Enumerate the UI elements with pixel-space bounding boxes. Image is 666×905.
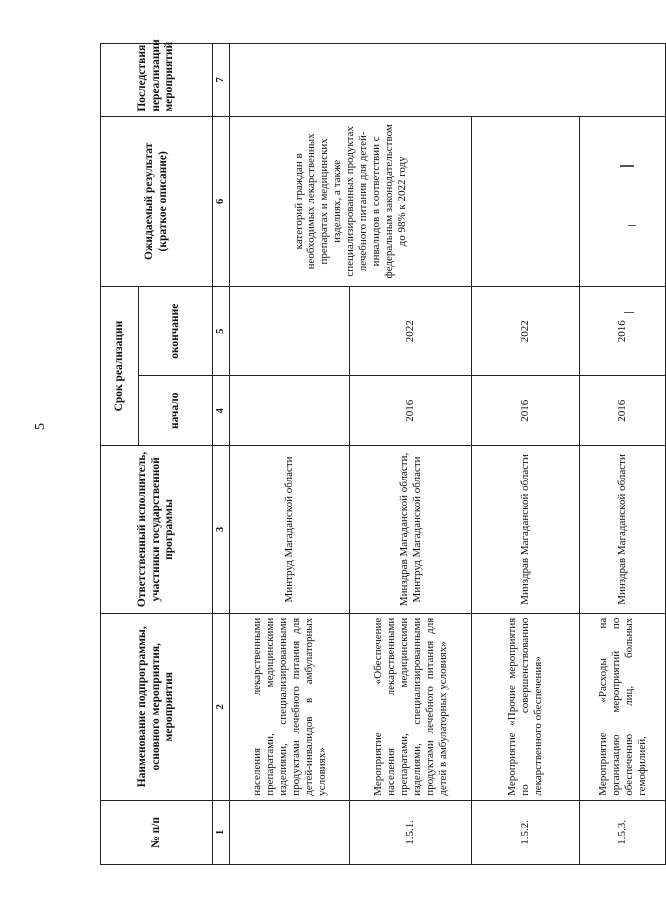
row-end: 2022 [472,287,580,376]
row-result: категорий граждан в необходимых лекарственных препаратах и медицинских изделиях, а также специализированных продуктах лечебного питания для детей-инвалидов в соответствии с федеральным законодательством до 98% к 2022 году [230,116,472,286]
row-end: 2022 [350,287,472,376]
header-consequences: Последствия нереализации мероприятий [101,44,213,117]
row-executor: Минтруд Магаданской области [230,446,350,614]
row-executor: Минздрав Магаданской области [580,446,666,614]
rotated-table-wrapper [100,39,648,865]
row-consequence [230,44,666,117]
header-end: окончание [139,287,213,376]
row-start: 2016 [580,376,666,446]
header-start: начало [139,376,213,446]
column-number: 1 [213,800,230,864]
table-row [472,44,580,865]
row-number: 1.5.3. [580,800,666,864]
row-start [230,376,350,446]
table-row [230,44,350,865]
column-number: 4 [213,376,230,446]
row-name: Мероприятие «Обеспечение населения лекарственными препаратами, медицинскими изделиями, специализированными продуктами лечебного питания для детей в амбулаторных условиях» [350,613,472,800]
header-result: Ожидаемый результат (краткое описание) [101,116,213,286]
row-name: населения лекарственными препаратами, медицинскими изделиями, специализированными продуктами лечебного питания для детей-инвалидов в амбулаторных условиях» [230,613,350,800]
row-number: 1.5.2. [472,800,580,864]
header-executor: Ответственный исполнитель, участники государственной программы [101,446,213,614]
row-start: 2016 [350,376,472,446]
row-end: 2016 [580,287,666,376]
row-end [230,287,350,376]
row-executor: Минздрав Магаданской области [472,446,580,614]
row-executor: Минздрав Магаданской области, Минтруд Магаданской области [350,446,472,614]
column-number: 5 [213,287,230,376]
column-number: 7 [213,44,230,117]
row-number: 1.5.1. [350,800,472,864]
row-name: Мероприятие «Расходы на организацию мероприятий по обеспечению лиц, больных гемофилией, [580,613,666,800]
row-number [230,800,350,864]
row-result [580,116,666,286]
page-number: 5 [33,423,48,430]
measures-table [100,39,666,865]
header-name: Наименование подпрограммы, основного мероприятия, мероприятия [101,613,213,800]
table-row [580,44,666,865]
column-number: 3 [213,446,230,614]
column-number: 2 [213,613,230,800]
header-period: Срок реализации [101,287,139,446]
column-number: 6 [213,116,230,286]
row-result [472,116,580,286]
header-number: № п/п [101,800,213,864]
row-name: Мероприятие «Прочие мероприятия по совершенствованию лекарственного обеспечения» [472,613,580,800]
row-start: 2016 [472,376,580,446]
